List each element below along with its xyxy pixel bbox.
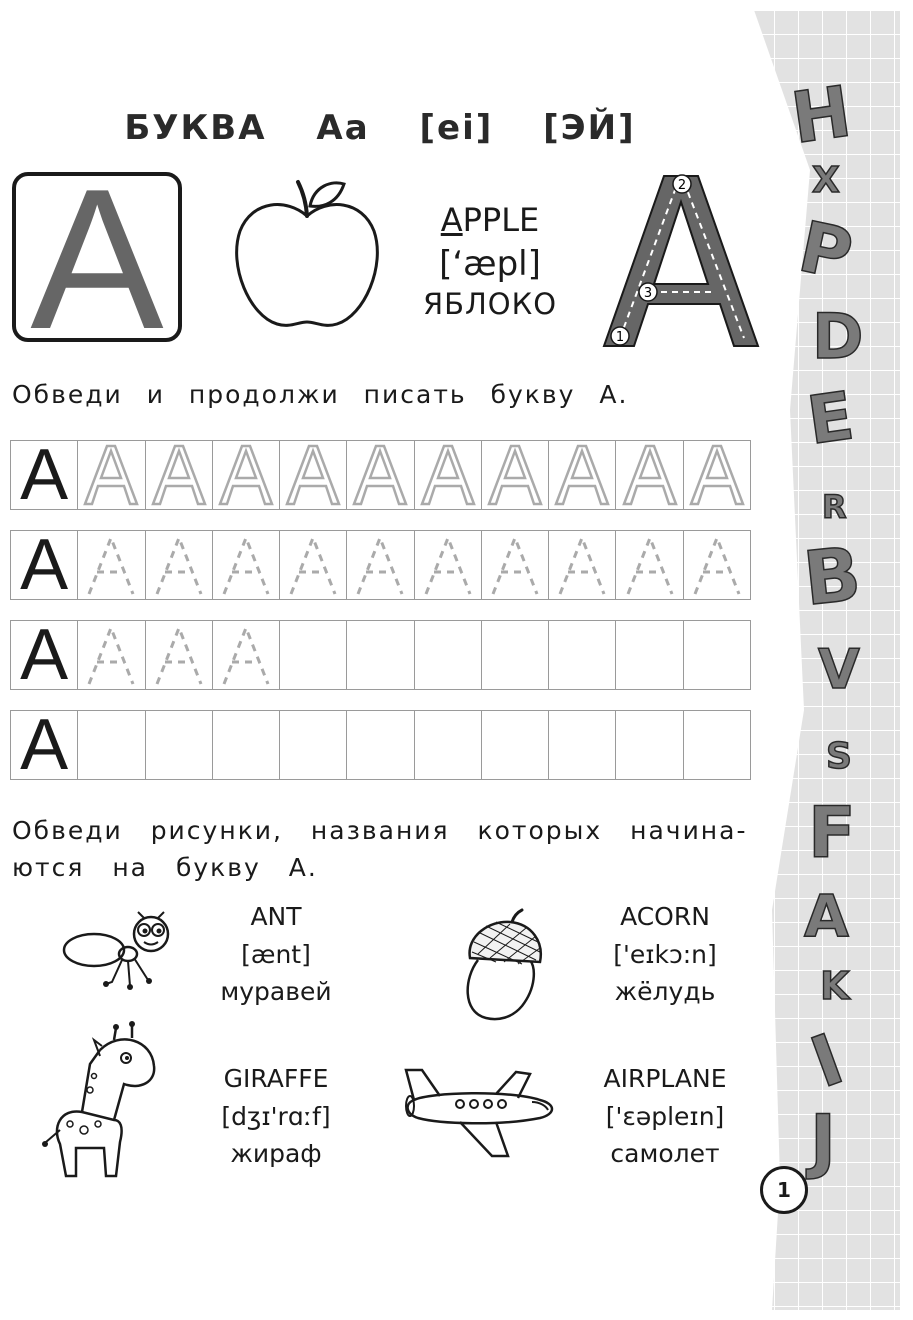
row-letter: A <box>20 615 69 695</box>
tracing-cell-sample <box>11 435 78 515</box>
trace-letter-solid <box>350 442 410 508</box>
trace-letter-dashed <box>552 532 612 598</box>
trace-letter-dashed <box>687 532 747 598</box>
tracing-cell[interactable] <box>347 711 414 779</box>
tracing-cell[interactable] <box>482 711 549 779</box>
word-acorn-translation: жёлудь <box>614 977 716 1006</box>
word-ant-translation: муравей <box>220 977 332 1006</box>
word-ant-transcription: [ænt] <box>241 939 311 969</box>
trace-letter-solid <box>552 442 612 508</box>
trace-letter-dashed <box>418 532 478 598</box>
tracing-cell[interactable] <box>347 441 414 509</box>
tracing-cell[interactable] <box>482 621 549 689</box>
giraffe-icon <box>40 1020 166 1184</box>
trace-letter-dashed <box>620 532 680 598</box>
trace-letter-dashed <box>81 622 141 688</box>
example-transcription: [‘æpl] <box>439 243 541 284</box>
word-acorn-transcription: ['eɪkɔ:n] <box>613 939 717 969</box>
word-airplane: AIRPLANE <box>603 1064 727 1093</box>
word-giraffe-block <box>196 1060 356 1173</box>
side-letter: F <box>808 792 856 874</box>
tracing-cell[interactable] <box>78 621 145 689</box>
instruction-circle-line1: Обведи рисунки, названия которых начина- <box>12 816 748 845</box>
trace-letter-dashed <box>283 532 343 598</box>
trace-letter-dashed <box>81 532 141 598</box>
tracing-row-4 <box>10 705 751 785</box>
stroke-number-1: 1 <box>615 330 625 345</box>
tracing-cell[interactable] <box>280 711 347 779</box>
trace-letter-solid <box>81 442 141 508</box>
trace-letter-dashed <box>350 532 410 598</box>
tracing-cell[interactable] <box>415 531 482 599</box>
tracing-cell[interactable] <box>347 531 414 599</box>
stroke-order-letter <box>598 168 764 350</box>
acorn-icon <box>456 908 548 1024</box>
trace-letter-dashed <box>149 532 209 598</box>
tracing-cell[interactable] <box>347 621 414 689</box>
tracing-cell[interactable] <box>280 531 347 599</box>
big-letter: A <box>30 148 164 371</box>
title-russian: [ЭЙ] <box>543 108 636 148</box>
side-letter: A <box>804 882 849 950</box>
word-giraffe-transcription: [dʒɪ'rɑːf] <box>221 1101 331 1131</box>
example-rest: PPLE <box>462 201 540 239</box>
tracing-cell[interactable] <box>78 531 145 599</box>
tracing-cell[interactable] <box>213 711 280 779</box>
example-translation: ЯБЛОКО <box>422 286 558 321</box>
side-letter: B <box>799 531 865 623</box>
word-airplane-transcription: ['ɛəpleɪn] <box>605 1101 725 1131</box>
stroke-number-2: 2 <box>677 178 687 193</box>
word-giraffe: GIRAFFE <box>223 1064 329 1093</box>
tracing-cell[interactable] <box>482 441 549 509</box>
ant-icon <box>56 910 186 994</box>
row-letter: A <box>20 525 69 605</box>
tracing-cell[interactable] <box>616 621 683 689</box>
word-ant-block <box>196 898 356 1011</box>
tracing-cell[interactable] <box>415 441 482 509</box>
trace-letter-dashed <box>216 532 276 598</box>
side-letter: S <box>826 736 852 777</box>
airplane-icon <box>400 1060 556 1160</box>
apple-icon <box>232 176 382 336</box>
tracing-cell[interactable] <box>213 621 280 689</box>
word-acorn: ACORN <box>620 902 710 931</box>
tracing-cell[interactable] <box>616 441 683 509</box>
tracing-cell-sample <box>11 525 78 605</box>
tracing-cell[interactable] <box>684 621 750 689</box>
tracing-cell[interactable] <box>213 441 280 509</box>
trace-letter-solid <box>216 442 276 508</box>
tracing-cell[interactable] <box>549 531 616 599</box>
title-word: БУКВА <box>124 108 267 148</box>
side-letter: P <box>792 205 860 297</box>
side-letter: X <box>812 160 840 201</box>
side-letter: E <box>802 377 859 460</box>
side-letter: I <box>800 1018 854 1104</box>
title-letters: Aa <box>316 108 370 148</box>
instruction-trace: Обведи и продолжи писать букву А. <box>12 380 629 409</box>
trace-letter-solid <box>149 442 209 508</box>
tracing-cell[interactable] <box>549 621 616 689</box>
word-airplane-translation: самолет <box>610 1139 720 1168</box>
trace-letter-solid <box>687 442 747 508</box>
tracing-cell[interactable] <box>415 621 482 689</box>
tracing-row-3 <box>10 615 751 695</box>
word-giraffe-translation: жираф <box>230 1139 322 1168</box>
row-letter: A <box>20 705 69 785</box>
trace-letter-dashed <box>149 622 209 688</box>
side-letters <box>760 60 900 1180</box>
side-letter: H <box>786 70 857 160</box>
trace-letter-solid <box>485 442 545 508</box>
tracing-cell[interactable] <box>684 531 750 599</box>
tracing-row-2 <box>10 525 751 605</box>
side-letter: V <box>818 638 860 701</box>
tracing-cell[interactable] <box>146 531 213 599</box>
tracing-cell[interactable] <box>146 621 213 689</box>
example-first-letter: A <box>440 201 463 239</box>
tracing-cell[interactable] <box>549 441 616 509</box>
trace-letter-dashed <box>216 622 276 688</box>
tracing-cell[interactable] <box>415 711 482 779</box>
word-acorn-block <box>580 898 750 1011</box>
tracing-row-1 <box>10 435 751 515</box>
tracing-cell-sample <box>11 705 78 785</box>
tracing-cell[interactable] <box>616 711 683 779</box>
word-ant: ANT <box>250 902 302 931</box>
page-number: 1 <box>760 1166 808 1214</box>
trace-letter-solid <box>283 442 343 508</box>
tracing-cell-sample <box>11 615 78 695</box>
tracing-cell[interactable] <box>482 531 549 599</box>
side-letter: D <box>812 300 864 373</box>
side-letter: R <box>822 488 847 526</box>
tracing-cell[interactable] <box>78 711 145 779</box>
tracing-cell[interactable] <box>213 531 280 599</box>
page-title <box>0 108 760 148</box>
row-letter: A <box>20 435 69 515</box>
trace-letter-solid <box>418 442 478 508</box>
tracing-cell[interactable] <box>78 441 145 509</box>
title-transcription: [ei] <box>419 108 494 148</box>
example-word-block <box>410 200 570 323</box>
example-word <box>410 200 570 242</box>
tracing-cell[interactable] <box>280 441 347 509</box>
side-letter: K <box>820 964 850 1008</box>
tracing-cell[interactable] <box>684 711 750 779</box>
instruction-circle-line2: ются на букву А. <box>12 853 318 882</box>
tracing-cell[interactable] <box>280 621 347 689</box>
tracing-cell[interactable] <box>549 711 616 779</box>
stroke-number-3: 3 <box>643 286 653 301</box>
tracing-cell[interactable] <box>146 711 213 779</box>
tracing-cell[interactable] <box>684 441 750 509</box>
trace-letter-solid <box>620 442 680 508</box>
tracing-cell[interactable] <box>616 531 683 599</box>
trace-letter-dashed <box>485 532 545 598</box>
word-airplane-block <box>580 1060 750 1173</box>
big-letter-box <box>12 148 182 371</box>
tracing-cell[interactable] <box>146 441 213 509</box>
side-letter: J <box>810 1100 837 1182</box>
